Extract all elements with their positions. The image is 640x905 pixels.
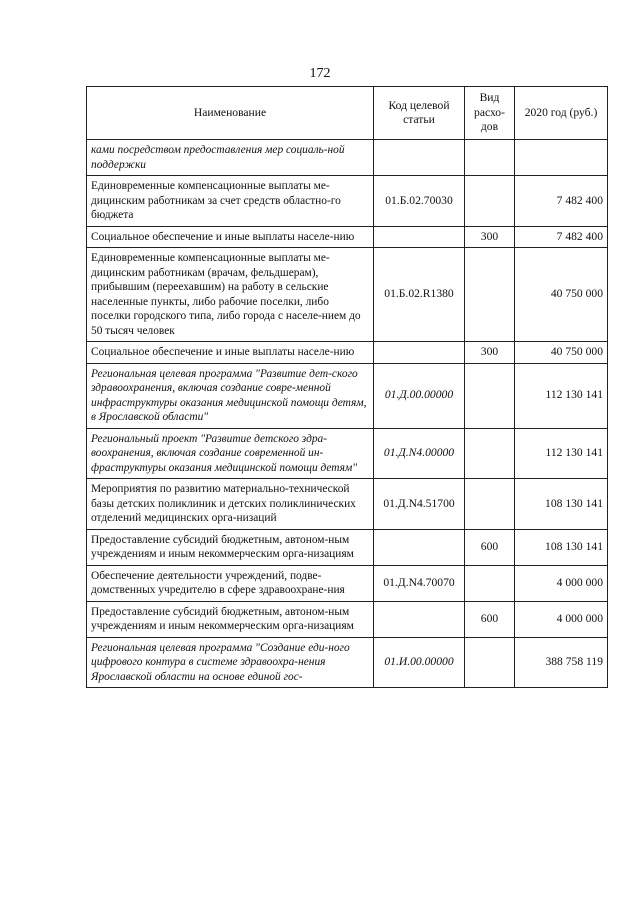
amount-cell: 7 482 400 [515,176,608,227]
type-cell [465,565,515,601]
amount-cell: 108 130 141 [515,529,608,565]
amount-cell: 40 750 000 [515,342,608,364]
type-cell [465,248,515,342]
code-cell: 01.И.00.00000 [374,637,465,688]
code-cell [374,226,465,248]
amount-cell: 7 482 400 [515,226,608,248]
name-cell: Социальное обеспечение и иные выплаты населе-нию [87,226,374,248]
table-body [87,140,608,688]
code-cell: 01.Б.02.R1380 [374,248,465,342]
header-name: Наименование [87,87,374,140]
name-cell: Региональная целевая программа "Развитие дет-ского здравоохранения, включая создание совре-менной инфраструктуры оказания медицинской помощи детям, в Ярославской области" [87,363,374,428]
header-amount: 2020 год (руб.) [515,87,608,140]
table-header-row [87,87,608,140]
name-cell: Региональная целевая программа "Создание еди-ного цифрового контура в системе здравоохра-нения Ярославской области на основе единой гос- [87,637,374,688]
name-cell: Единовременные компенсационные выплаты ме-дицинским работникам (врачам, фельдшерам), прибывшим (переехавшим) на работу в сельские населенные пункты, либо рабочие поселки, либо поселки городского типа, либо города с населе-нием до 50 тысяч человек [87,248,374,342]
type-cell: 600 [465,601,515,637]
amount-cell: 112 130 141 [515,428,608,479]
table-row [87,342,608,364]
budget-table [86,86,608,688]
table-row [87,565,608,601]
code-cell: 01.Д.N4.51700 [374,479,465,530]
amount-cell: 4 000 000 [515,565,608,601]
amount-cell: 112 130 141 [515,363,608,428]
type-cell [465,363,515,428]
table-row [87,637,608,688]
table-row [87,601,608,637]
code-cell: 01.Д.N4.70070 [374,565,465,601]
amount-cell: 40 750 000 [515,248,608,342]
type-cell [465,176,515,227]
code-cell [374,342,465,364]
table-row [87,428,608,479]
table-row [87,140,608,176]
amount-cell: 4 000 000 [515,601,608,637]
table-row [87,176,608,227]
header-code: Код целевой статьи [374,87,465,140]
table-row [87,248,608,342]
type-cell [465,140,515,176]
code-cell: 01.Д.00.00000 [374,363,465,428]
type-cell: 600 [465,529,515,565]
name-cell: Предоставление субсидий бюджетным, автоном-ным учреждениям и иным некоммерческим орга-низациям [87,529,374,565]
table-row [87,529,608,565]
amount-cell: 388 758 119 [515,637,608,688]
name-cell: Региональный проект "Развитие детского здра-воохранения, включая создание современной ин-фраструктуры оказания медицинской помощи детям" [87,428,374,479]
table-row [87,363,608,428]
name-cell: Предоставление субсидий бюджетным, автоном-ным учреждениям и иным некоммерческим орга-низациям [87,601,374,637]
amount-cell: 108 130 141 [515,479,608,530]
code-cell: 01.Д.N4.00000 [374,428,465,479]
type-cell [465,479,515,530]
type-cell: 300 [465,226,515,248]
type-cell [465,428,515,479]
table-row [87,226,608,248]
amount-cell [515,140,608,176]
page-number: 172 [309,66,331,81]
code-cell [374,529,465,565]
table-row [87,479,608,530]
header-type: Вид расхо-дов [465,87,515,140]
name-cell: Мероприятия по развитию материально-технической базы детских поликлиник и детских поликлинических отделений медицинских орга-низаций [87,479,374,530]
name-cell: Социальное обеспечение и иные выплаты населе-нию [87,342,374,364]
code-cell [374,601,465,637]
type-cell: 300 [465,342,515,364]
type-cell [465,637,515,688]
name-cell: ками посредством предоставления мер социаль-ной поддержки [87,140,374,176]
name-cell: Обеспечение деятельности учреждений, подве-домственных учредителю в сфере здравоохране-ния [87,565,374,601]
name-cell: Единовременные компенсационные выплаты ме-дицинским работникам за счет средств областно-го бюджета [87,176,374,227]
code-cell [374,140,465,176]
code-cell: 01.Б.02.70030 [374,176,465,227]
